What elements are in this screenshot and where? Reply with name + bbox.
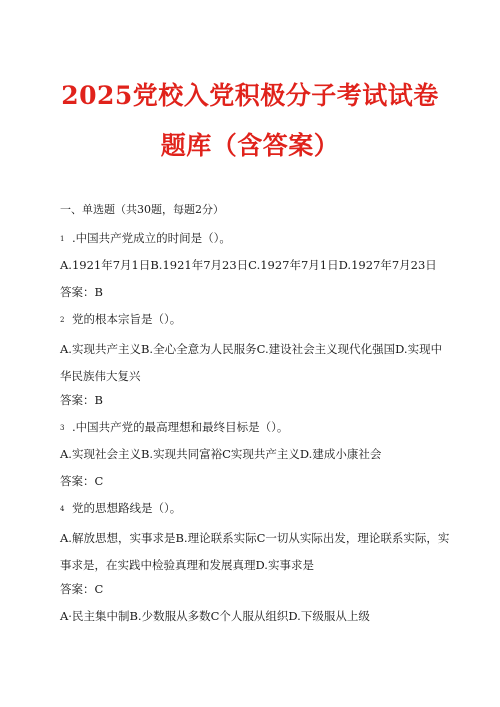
question-number: 1 — [60, 235, 65, 243]
document-subtitle: 题库（含答案） — [160, 131, 340, 160]
question-1 — [60, 228, 450, 249]
question-text: .中国共产党的最高理想和最终目标是（）。 — [72, 420, 289, 434]
question-1-options: A.1921年7月1日B.1921年7月23日C.1927年7月1日D.1927年7月23日 — [60, 258, 437, 272]
question-text: 党的思想路线是（）。 — [72, 501, 182, 515]
question-number: 4 — [60, 505, 65, 513]
section-heading: 一、单选题（共30题，每题2分） — [60, 203, 224, 216]
question-3 — [60, 417, 450, 438]
question-5-options: A·民主集中制B.少数服从多数C个人服从组织D.下级服从上级 — [60, 609, 370, 623]
question-4 — [60, 498, 450, 519]
question-4-options: A.解放思想，实事求是B.理论联系实际C一切从实际出发，理论联系实际，实事求是，在实践中检验真理和发展真理D.实事求是 — [60, 531, 450, 572]
question-2-answer: 答案：B — [60, 393, 103, 407]
question-text: .中国共产党成立的时间是（）。 — [72, 231, 231, 245]
question-3-options: A.实现社会主义B.实现共同富裕C实现共产主义D.建成小康社会 — [60, 447, 382, 461]
question-3-answer: 答案：C — [60, 474, 104, 488]
document-title: 2025党校入党积极分子考试试卷 — [61, 81, 439, 110]
question-number: 2 — [60, 316, 65, 324]
question-2-options: A.实现共产主义B.全心全意为人民服务C.建设社会主义现代化强国D.实现中华民族伟大复兴 — [60, 342, 443, 383]
question-number: 3 — [60, 424, 65, 432]
question-1-answer: 答案：B — [60, 285, 103, 299]
question-text: 党的根本宗旨是（）。 — [72, 312, 182, 326]
question-4-answer: 答案：C — [60, 582, 104, 596]
question-2 — [60, 309, 450, 330]
